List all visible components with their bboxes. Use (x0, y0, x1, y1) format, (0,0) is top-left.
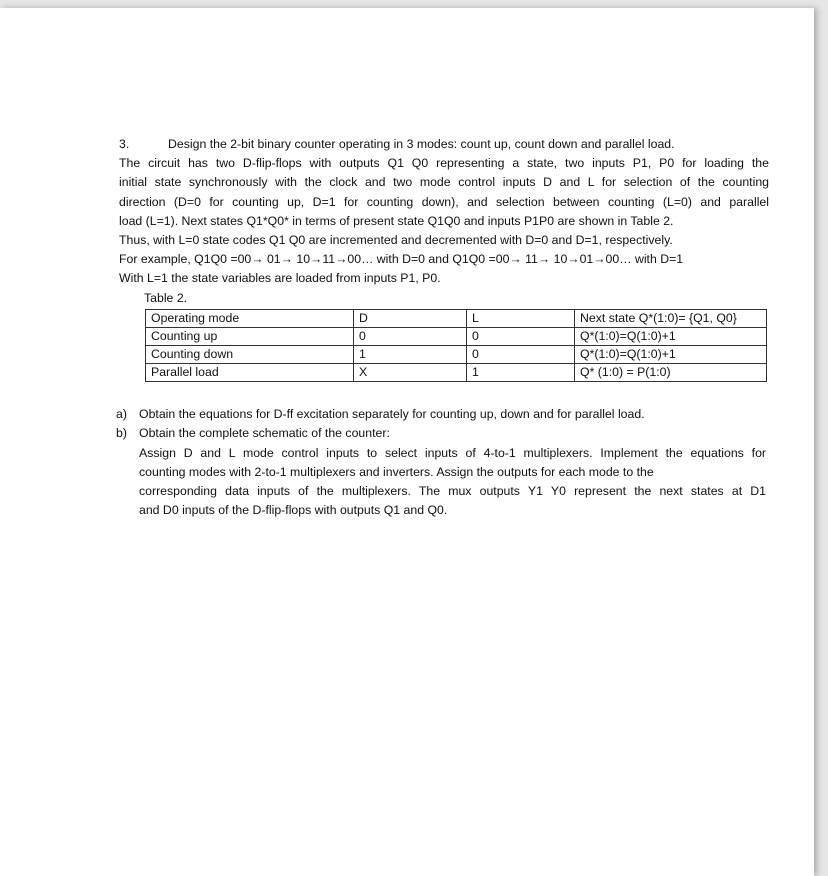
header-operating-mode: Operating mode (146, 310, 354, 328)
cell-l: 0 (467, 346, 575, 364)
cell-l: 1 (467, 364, 575, 382)
cell-d: 1 (354, 346, 467, 364)
problem-line-1: 3. Design the 2-bit binary counter operating in 3 modes: count up, count down and parallel load. (119, 135, 769, 154)
question-b-line-3: counting modes with 2-to-1 multiplexers and inverters. Assign the outputs for each mode to the (139, 464, 654, 479)
cell-mode: Parallel load (146, 364, 354, 382)
problem-line-3: initial state synchronously with the clock and two mode control inputs D and L for selection of the counting (119, 175, 769, 190)
problem-line-2: The circuit has two D-flip-flops with outputs Q1 Q0 representing a state, two inputs P1, P0 for loading the (119, 156, 769, 171)
question-a (116, 405, 766, 424)
questions-list (116, 405, 766, 521)
cell-next-state: Q* (1:0) = P(1:0) (575, 364, 767, 382)
problem-line-5: load (L=1). Next states Q1*Q0* in terms of present state Q1Q0 and inputs P1P0 are shown in Table 2. (119, 213, 674, 228)
problem-line-4: direction (D=0 for counting up, D=1 for counting down), and selection between counting (L=0) and parallel (119, 194, 769, 209)
header-next-state: Next state Q*(1:0)= {Q1, Q0} (575, 310, 767, 328)
problem-line-7: For example, Q1Q0 =00→ 01→ 10→11→00… with D=0 and Q1Q0 =00→ 11→ 10→01→00… with D=1 (119, 252, 684, 267)
document-page (0, 8, 814, 876)
cell-d: 0 (354, 328, 467, 346)
table-header-row (146, 310, 767, 328)
question-a-label: a) (116, 407, 127, 421)
table-row (146, 346, 767, 364)
table-2 (145, 309, 767, 382)
table-caption: Table 2. (144, 291, 188, 305)
problem-statement (119, 135, 769, 289)
question-b-line-5: and D0 inputs of the D-flip-flops with outputs Q1 and Q0. (139, 503, 448, 518)
cell-l: 0 (467, 328, 575, 346)
cell-mode: Counting up (146, 328, 354, 346)
table-row (146, 328, 767, 346)
cell-next-state: Q*(1:0)=Q(1:0)+1 (575, 328, 767, 346)
question-b-label: b) (116, 426, 127, 441)
header-l: L (467, 310, 575, 328)
table-row (146, 364, 767, 382)
question-b-line-1: Obtain the complete schematic of the counter: (139, 426, 390, 441)
question-b-line-2: Assign D and L mode control inputs to select inputs of 4-to-1 multiplexers. Implement the equations for (139, 445, 766, 460)
question-b (116, 424, 766, 520)
problem-number: 3. (119, 137, 130, 151)
question-a-text: Obtain the equations for D-ff excitation separately for counting up, down and for parallel load. (139, 407, 645, 421)
cell-next-state: Q*(1:0)=Q(1:0)+1 (575, 346, 767, 364)
header-d: D (354, 310, 467, 328)
question-b-line-4: corresponding data inputs of the multiplexers. The mux outputs Y1 Y0 represent the next states at D1 (139, 484, 766, 499)
problem-line-6: Thus, with L=0 state codes Q1 Q0 are incremented and decremented with D=0 and D=1, respectively. (119, 232, 673, 247)
cell-mode: Counting down (146, 346, 354, 364)
problem-line-8: With L=1 the state variables are loaded from inputs P1, P0. (119, 271, 441, 286)
cell-d: X (354, 364, 467, 382)
